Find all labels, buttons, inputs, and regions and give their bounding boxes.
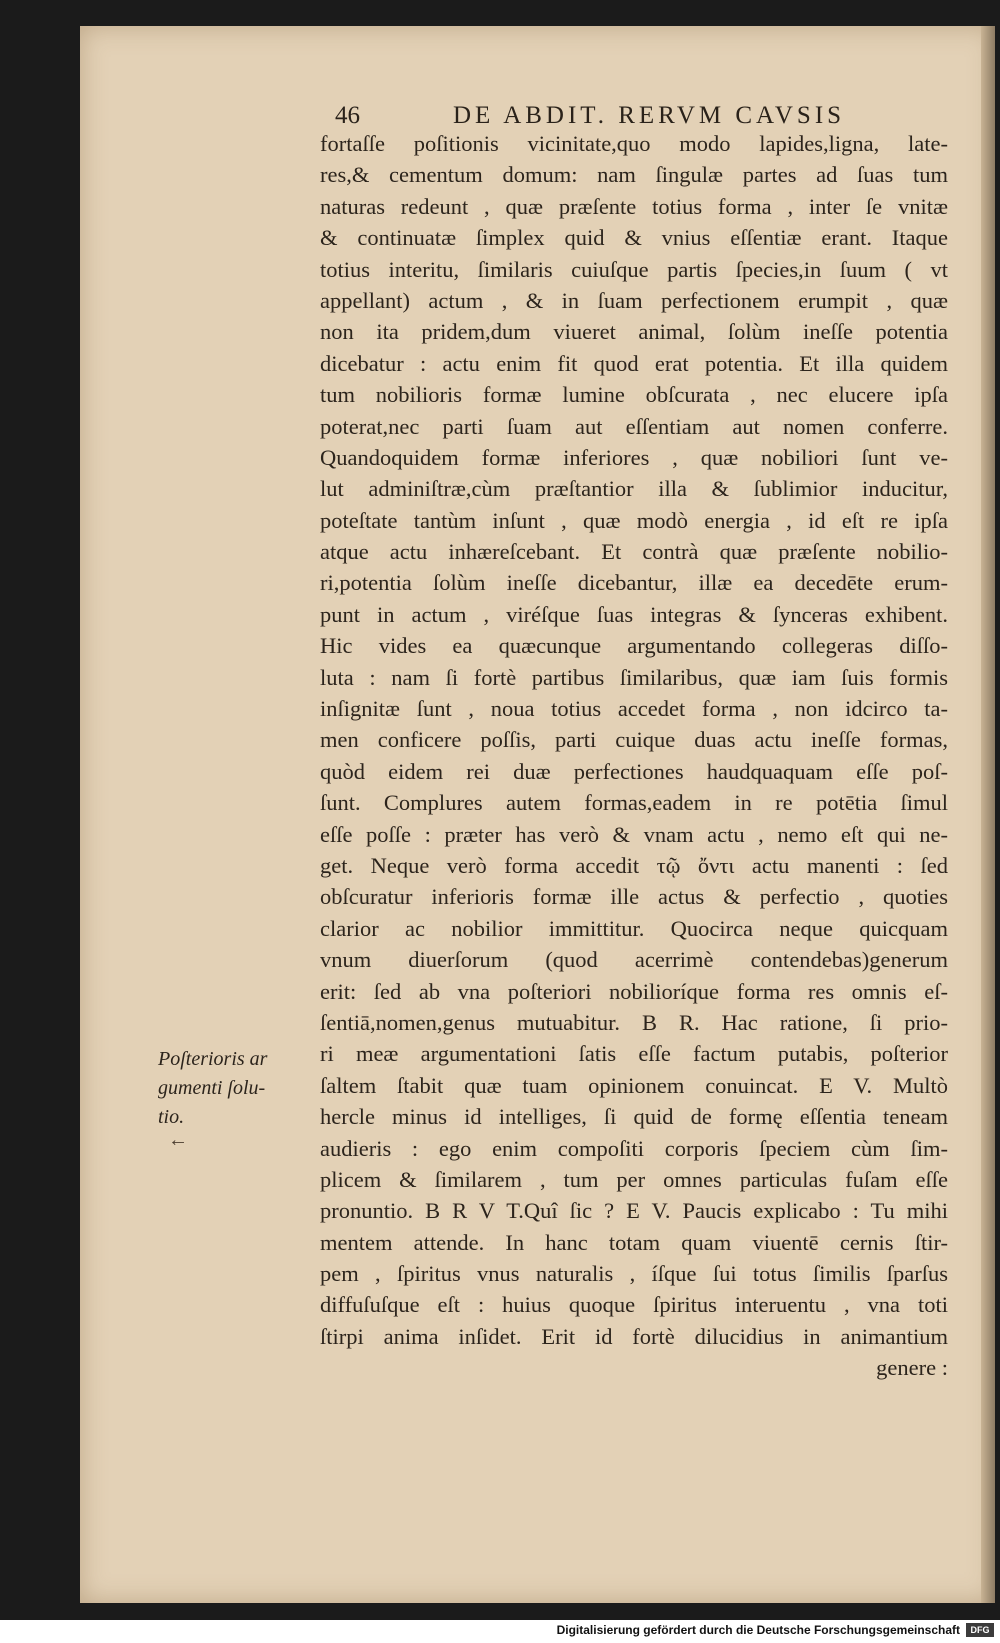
book-page bbox=[80, 26, 995, 1603]
text-line: atque actu inhæreſcebant. Et contrà quæ præſente nobilio- bbox=[320, 539, 948, 565]
text-line: diffuſuſque eſt : huius quoque ſpiritus interuentu , vna toti bbox=[320, 1292, 948, 1318]
text-line: dicebatur : actu enim fit quod erat potentia. Et illa quidem bbox=[320, 350, 948, 376]
pointer-mark-icon: ← bbox=[168, 1129, 188, 1151]
marginal-note-line: tio. bbox=[158, 1106, 185, 1128]
text-line: poterat,nec parti ſuam aut eſſentiam aut nomen conferre. bbox=[320, 413, 948, 439]
text-line: ri,potentia ſolùm ineſſe dicebantur, illæ ea decedēte erum- bbox=[320, 570, 948, 596]
digitization-credit: Digitalisierung gefördert durch die Deutsche Forschungsgemeinschaft bbox=[556, 1623, 960, 1637]
text-line: eſſe poſſe : præter has verò & vnam actu , nemo eſt qui ne- bbox=[320, 821, 948, 847]
text-line: naturas redeunt , quæ præſente totius forma , inter ſe vnitæ bbox=[320, 193, 948, 219]
text-line: non ita pridem,dum viueret animal, ſolùm ineſſe potentia bbox=[320, 319, 948, 345]
text-line: quòd eidem rei duæ perfectiones haudquaquam eſſe poſ- bbox=[320, 758, 948, 784]
running-title: DE ABDIT. RERVM CAVSIS bbox=[453, 102, 846, 129]
text-line: fortaſſe poſitionis vicinitate,quo modo lapides,ligna, late- bbox=[320, 131, 948, 156]
text-line: ſaltem ſtabit quæ tuam opinionem conuincat. E V. Multò bbox=[320, 1072, 948, 1098]
text-line: men conficere poſſis, parti cuique duas actu ineſſe formas, bbox=[320, 727, 948, 753]
text-line: ſentiā,nomen,genus mutuabitur. B R. Hac ratione, ſi prio- bbox=[320, 1009, 948, 1035]
text-line: & continuatæ ſimplex quid & vnius eſſentiæ erant. Itaque bbox=[320, 225, 948, 251]
text-line: lut adminiſtræ,cùm præſtantior illa & ſublimior inducitur, bbox=[320, 476, 948, 502]
text-line: vnum diuerſorum (quod acerrimè contendebas)generum bbox=[320, 947, 948, 973]
page-number: 46 bbox=[335, 102, 360, 129]
main-text bbox=[320, 128, 948, 1384]
text-line: ſunt. Complures autem formas,eadem in re potētia ſimul bbox=[320, 790, 948, 816]
text-line: pronuntio. B R V T.Quî ſic ? E V. Paucis explicabo : Tu mihi bbox=[320, 1198, 948, 1224]
text-line: plicem & ſimilarem , tum per omnes particulas fuſam eſſe bbox=[320, 1166, 948, 1192]
catchword: genere : bbox=[876, 1355, 948, 1381]
text-line: pem , ſpiritus vnus naturalis , íſque ſui totus ſimilis ſparſus bbox=[320, 1261, 948, 1287]
text-line: ſtirpi anima inſidet. Erit id fortè dilucidius in animantium bbox=[320, 1323, 948, 1349]
text-line: erit: ſed ab vna poſteriori nobilioríque forma res omnis eſ- bbox=[320, 978, 948, 1004]
text-line: totius interitu, ſimilaris cuiuſque partis ſpecies,in ſuum ( vt bbox=[320, 256, 948, 282]
footer-bar bbox=[0, 1620, 1000, 1643]
text-line: inſignitæ ſunt , noua totius accedet forma , non idcirco ta- bbox=[320, 696, 948, 722]
text-line: obſcuratur inferioris formæ ille actus & perfectio , quoties bbox=[320, 884, 948, 910]
marginal-note bbox=[158, 1045, 298, 1132]
marginal-note-line: gumenti ſolu- bbox=[158, 1077, 266, 1099]
marginal-note-line: Poſterioris ar bbox=[158, 1048, 268, 1070]
text-line: Quandoquidem formæ inferiores , quæ nobiliori ſunt ve- bbox=[320, 444, 948, 470]
text-line: Hic vides ea quæcunque argumentando collegeras diſſo- bbox=[320, 633, 948, 659]
text-line: tum nobilioris formæ lumine obſcurata , nec elucere ipſa bbox=[320, 382, 948, 408]
text-line: mentem attende. In hanc totam quam viuentē cernis ſtir- bbox=[320, 1229, 948, 1255]
dfg-logo: DFG bbox=[966, 1623, 994, 1637]
text-line: audieris : ego enim compoſiti corporis ſpeciem cùm ſim- bbox=[320, 1135, 948, 1161]
text-line: punt in actum , viréſque ſuas integras & ſynceras exhibent. bbox=[320, 601, 948, 627]
text-line: poteſtate tantùm inſunt , quæ modò energia , id eſt re ipſa bbox=[320, 507, 948, 533]
text-line: luta : nam ſi fortè partibus ſimilaribus, quæ iam ſuis formis bbox=[320, 664, 948, 690]
text-line: get. Neque verò forma accedit τῷ ὄντι actu manenti : ſed bbox=[320, 852, 948, 878]
text-line: res,& cementum domum: nam ſingulæ partes ad ſuas tum bbox=[320, 162, 948, 188]
text-line: hercle minus id intelliges, ſi quid de formę eſſentia teneam bbox=[320, 1104, 948, 1130]
text-line: ri meæ argumentationi ſatis eſſe factum putabis, poſterior bbox=[320, 1041, 948, 1067]
text-line: appellant) actum , & in ſuam perfectionem erumpit , quæ bbox=[320, 287, 948, 313]
page-edge bbox=[981, 26, 995, 1603]
text-line: clarior ac nobilior immittitur. Quocirca neque quicquam bbox=[320, 915, 948, 941]
